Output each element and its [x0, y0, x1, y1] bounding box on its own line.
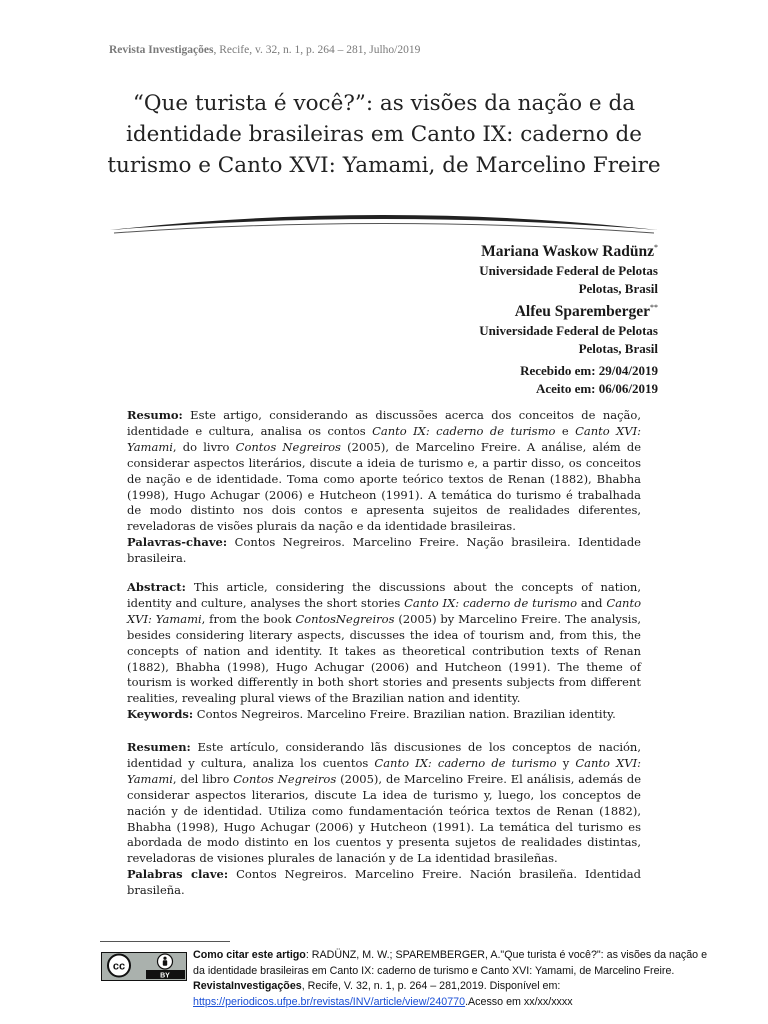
resumo-text: Resumo: Este artigo, considerando as discussões acerca dos conceitos de nação, identidade e cultura, analisa os contos Canto IX: caderno de turismo e Canto XVI: Yamami, do livro Contos Negreiros (2005), de Marcelino Freire. A análise, além de considerar aspectos literários, discute a ideia de turismo e, a partir disso, os conceitos de nação e de identidade. Toma como aporte teórico textos de Renan (1882), Bhabha (1998), Hugo Achugar (2006) e Hutcheon (1991). A temática do turismo é trabalhada de modo distinto nos dois contos e apresenta sujeitos de realidades diferentes, reveladoras de visões plurais da nação e da identidade brasileiras. — [127, 408, 642, 534]
article-title: “Que turista é você?”: as visões da nação e da identidade brasileiras em Canto IX: caderno de turismo e Canto XVI: Yamami, de Marcelino Freire — [107, 91, 661, 178]
received-date: Recebido em: 29/04/2019 — [520, 363, 658, 378]
journal-details: , Recife, v. 32, n. 1, p. 264 – 281, Julho/2019 — [213, 44, 421, 56]
author-affiliation-1: Universidade Federal de Pelotas — [479, 263, 658, 279]
cc-icon — [108, 955, 130, 977]
footer-divider — [100, 941, 230, 942]
palavras-chave: Palavras-chave: Contos Negreiros. Marcelino Freire. Nação brasileira. Identidade brasileira. — [127, 535, 641, 566]
resumo-section — [127, 408, 641, 567]
cc-by-license-badge[interactable] — [101, 952, 187, 981]
by-person-icon — [158, 954, 173, 969]
author-affiliation-2: Universidade Federal de Pelotas — [479, 323, 658, 339]
title-divider-swoosh — [108, 206, 660, 236]
submission-dates — [520, 362, 658, 398]
keywords: Keywords: Contos Negreiros. Marcelino Freire. Brazilian nation. Brazilian identity. — [127, 707, 616, 722]
abstract-section — [127, 580, 641, 723]
abstract-text: Abstract: This article, considering the discussions about the concepts of nation, identity and culture, analyses the short stories Canto IX: caderno de turismo and Canto XVI: Yamami, from the book ContosNegreiros (2005) by Marcelino Freire. The analysis, besides considering literary aspects, discusses the idea of tourism and, from this, the concepts of nation and identity. It takes as theoretical contribution texts of Renan (1882), Bhabha (1998), Hugo Achugar (2006) and Hutcheon (1991). The theme of tourism is worked differently in both short stories and presents subjects from different realities, revealing plural views of the Brazilian nation and identity. — [127, 580, 642, 706]
resumen-text: Resumen: Este artículo, considerando lãs discusiones de los conceptos de nación, identidad y cultura, analiza los cuentos Canto IX: caderno de turismo y Canto XVI: Yamami, del libro Contos Negreiros (2005), de Marcelino Freire. El análisis, además de considerar aspectos literarios, discute La idea de turismo y, luego, los conceptos de nación y de identidad. Utiliza como fundamentación teórica textos de Renan (1882), Bhabha (1998), Hugo Achugar (2006) y Hutcheon (1991). La temática del turismo es abordada de modo distinto en los cuentos y presenta sujetos de realidades distintas, reveladoras de visiones plurales de lanación y de La identidad brasileñas. — [127, 740, 642, 866]
journal-header — [109, 44, 420, 56]
author-location-1: Pelotas, Brasil — [578, 281, 658, 297]
citation-block: Como citar este artigo: RADÜNZ, M. W.; SPAREMBERGER, A."Que turista é você?": as visões da nação e da identidade brasileiras em Canto IX: caderno de turismo e Canto XVI: Yamami, de Marcelino Freire. RevistaInvestigações, Recife, V. 32, n. 1, p. 264 – 281,2019. Disponível em: https://periodicos.ufpe.br/revistas/INV/article/view/240770.Acesso em xx/xx/xxxx — [193, 949, 708, 1008]
svg-text:cc: cc — [112, 960, 126, 973]
author-name-2: Alfeu Sparemberger** — [514, 303, 658, 321]
resumen-section — [127, 740, 641, 899]
journal-name: Revista Investigações — [109, 44, 214, 56]
citation-url-link[interactable]: https://periodicos.ufpe.br/revistas/INV/article/view/240770 — [193, 995, 466, 1008]
authors-block — [479, 238, 658, 358]
author-name-1: Mariana Waskow Radünz* — [481, 243, 658, 261]
accepted-date: Aceito em: 06/06/2019 — [535, 381, 658, 396]
citation-label: Como citar este artigo — [193, 949, 306, 961]
badge-by-label: BY — [160, 972, 170, 979]
cc-badge-graphic — [102, 953, 185, 979]
palabras-clave: Palabras clave: Contos Negreiros. Marcelino Freire. Nación brasileña. Identidad brasileña. — [127, 867, 641, 898]
author-location-2: Pelotas, Brasil — [578, 341, 658, 357]
